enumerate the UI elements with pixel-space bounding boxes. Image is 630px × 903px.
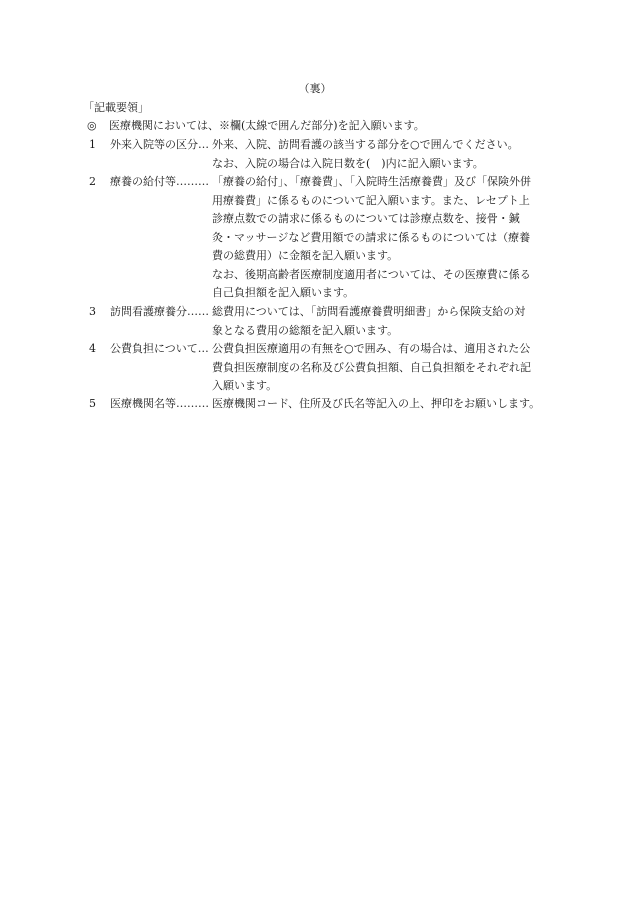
item-description [212,340,548,396]
item-label: 医療機関名等……… [110,397,209,410]
description-line: 入願います。 [212,379,278,392]
item-number: 1 [89,138,96,151]
description-line: 費の総費用）に金額を記入願います。 [212,249,399,262]
item-number: 2 [89,175,96,188]
description-line: 公費負担医療適用の有無を○で囲み、有の場合は、適用された公 [212,342,531,355]
intro-line [87,117,425,133]
item-number: 4 [89,342,96,355]
page-heading: （裏） [298,82,332,95]
item-number: 3 [89,305,96,318]
description-line: 用療養費」に係るものについて記入願います。また、レセプト上 [212,193,530,207]
item-description [212,136,548,173]
description-line: 外来、入院、訪問看護の該当する部分を○で囲んでください。 [212,138,519,151]
description-line: 費負担医療制度の名称及び公費負担額、自己負担額をそれぞれ記 [212,360,531,374]
description-line: 象となる費用の総額を記入願います。 [212,323,399,337]
item-label: 公費負担について… [110,342,209,355]
item-description [212,395,548,414]
description-line: 「療養の給付」、「療養費」、「入院時生活療養費」及び「保険外併 [212,175,531,188]
item-label: 訪問看護療養分…… [110,305,209,318]
description-line: 診療点数での請求に係るものについては診療点数を、接骨・鍼 [212,212,520,225]
description-line: 自己負担額を記入願います。 [212,286,355,299]
description-line: 灸・マッサージなど費用額での請求に係るものについては（療養 [212,230,531,244]
intro-text: 医療機関においては、※欄(太線で囲んだ部分)を記入願います。 [109,119,425,132]
description-line: 総費用については、「訪問看護療養費明細書」から保険支給の対 [212,305,526,318]
item-label: 療養の給付等……… [110,175,209,188]
item-label: 外来入院等の区分… [110,138,209,151]
description-line: 医療機関コード、住所及び氏名等記入の上、押印をお願いします。 [212,397,541,410]
item-description [212,303,548,340]
item-number: 5 [89,397,96,410]
description-line: なお、後期高齢者医療制度適用者については、その医療費に係る [212,267,531,281]
description-line: なお、入院の場合は入院日数を( )内に記入願います。 [212,156,484,170]
double-circle-mark: ◎ [87,119,97,132]
section-title: 「記載要領」 [83,101,149,114]
item-description [212,173,548,303]
